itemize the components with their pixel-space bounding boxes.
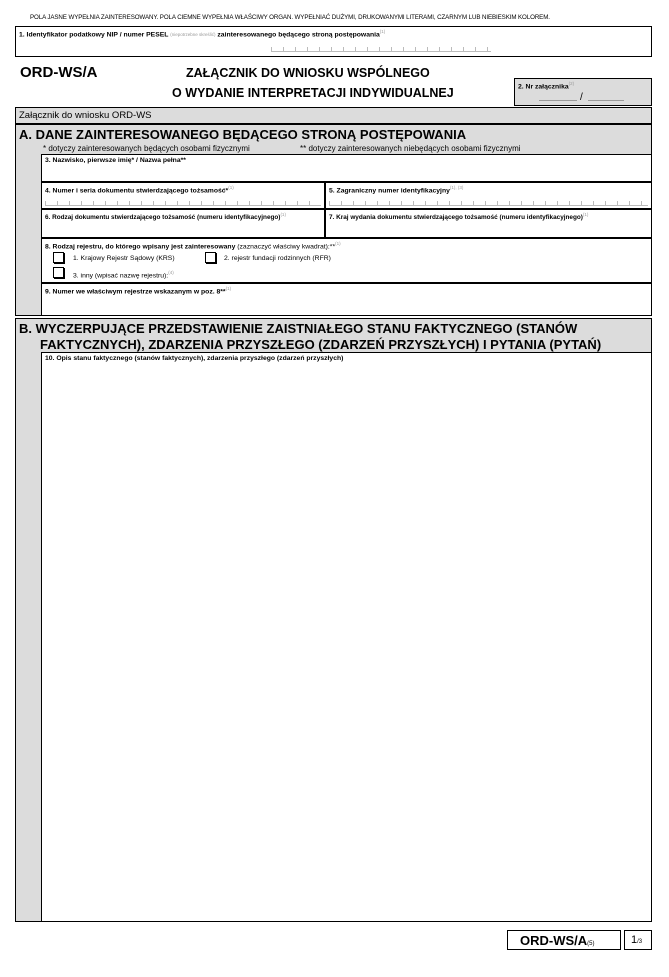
form-title-line1: ZAŁĄCZNIK DO WNIOSKU WSPÓLNEGO <box>186 66 430 80</box>
id-document-number-label: 4. Numer i seria dokumentu stwierdzającego tożsamość*$^{(1)}$ <box>45 185 234 195</box>
id-document-type-field[interactable] <box>41 209 325 238</box>
name-field[interactable] <box>41 154 652 182</box>
footer-page-number: 1/3 <box>631 934 643 946</box>
tax-id-label: 1. Identyfikator podatkowy NIP / numer PESEL (niepotrzebne skreślić) zainteresowanego będącego stroną postępowania$^{(1)}$ <box>19 29 386 39</box>
register-type-label: 8. Rodzaj rejestru, do którego wpisany jest zainteresowany (zaznaczyć właściwy kwadrat):**$^{(1)}$ <box>45 241 341 251</box>
footer-page-box <box>624 930 652 950</box>
attachment-number-field[interactable] <box>514 78 652 106</box>
form-code: ORD-WS/A <box>20 64 98 81</box>
id-document-number-field[interactable] <box>41 182 325 209</box>
facts-description-field[interactable] <box>41 352 652 922</box>
section-a-note2: ** dotyczy zainteresowanych niebędących osobami fizycznymi <box>300 144 521 153</box>
footer-form-code-box <box>507 930 621 950</box>
attachment-label: Załącznik do wniosku ORD-WS <box>19 110 152 121</box>
register-number-label: 9. Numer we właściwym rejestrze wskazanym w poz. 8**$^{(1)}$ <box>45 286 232 296</box>
issuing-country-field[interactable] <box>325 209 652 238</box>
register-type-field <box>41 238 652 283</box>
foreign-id-field[interactable] <box>325 182 652 209</box>
foreign-id-label: 5. Zagraniczny numer identyfikacyjny$^{(1), (3)}$ <box>329 185 464 195</box>
tax-id-field[interactable] <box>15 26 652 57</box>
rfr-checkbox[interactable] <box>205 252 216 263</box>
other-register-option-label: 3. inny (wpisać nazwę rejestru):$^{(4)}$ <box>73 270 174 280</box>
id-document-number-boxes[interactable] <box>45 201 321 206</box>
tax-id-input-boxes[interactable] <box>271 47 491 52</box>
rfr-option-label: 2. rejestr fundacji rodzinnych (RFR) <box>224 255 331 262</box>
id-document-type-label: 6. Rodzaj dokumentu stwierdzającego tożsamość (numeru identyfikacyjnego)$^{(1)}$ <box>45 212 286 222</box>
facts-description-label: 10. Opis stanu faktycznego (stanów faktycznych), zdarzenia przyszłego (zdarzeń przyszłych) <box>45 355 344 362</box>
section-a-note1: * dotyczy zainteresowanych będących osobami fizycznymi <box>43 144 250 153</box>
attachment-row <box>15 107 652 124</box>
footer-form-code: ORD-WS/A(5) <box>520 933 595 948</box>
issuing-country-label: 7. Kraj wydania dokumentu stwierdzającego tożsamość (numeru identyfikacyjnego)$^{(1)}$ <box>329 212 589 222</box>
form-instructions: POLA JASNE WYPEŁNIA ZAINTERESOWANY. POLA CIEMNE WYPEŁNIA WŁAŚCIWY ORGAN. WYPEŁNIAĆ DUŻYMI, DRUKOWANYMI LITERAMI, CZARNYM LUB NIEBIESKIM KOLOREM. <box>30 14 550 21</box>
attachment-number-slash: / <box>580 92 583 103</box>
krs-option-label: 1. Krajowy Rejestr Sądowy (KRS) <box>73 255 175 262</box>
attachment-number-label: 2. Nr załącznika$^{(2)}$ <box>518 81 575 91</box>
foreign-id-boxes[interactable] <box>329 201 648 206</box>
other-register-checkbox[interactable] <box>53 267 64 278</box>
register-number-field[interactable] <box>41 283 652 316</box>
section-b-title-line2: FAKTYCZNYCH), ZDARZENIA PRZYSZŁEGO (ZDARZEŃ PRZYSZŁYCH) I PYTANIA (PYTAŃ) <box>40 337 602 352</box>
krs-checkbox[interactable] <box>53 252 64 263</box>
form-title-line2: O WYDANIE INTERPRETACJI INDYWIDUALNEJ <box>172 86 454 100</box>
section-a-title: A. DANE ZAINTERESOWANEGO BĘDĄCEGO STRONĄ POSTĘPOWANIA <box>19 127 467 142</box>
name-label: 3. Nazwisko, pierwsze imię* / Nazwa pełna** <box>45 157 186 164</box>
section-b-title-line1: B. WYCZERPUJĄCE PRZEDSTAWIENIE ZAISTNIAŁEGO STANU FAKTYCZNEGO (STANÓW <box>19 321 578 336</box>
